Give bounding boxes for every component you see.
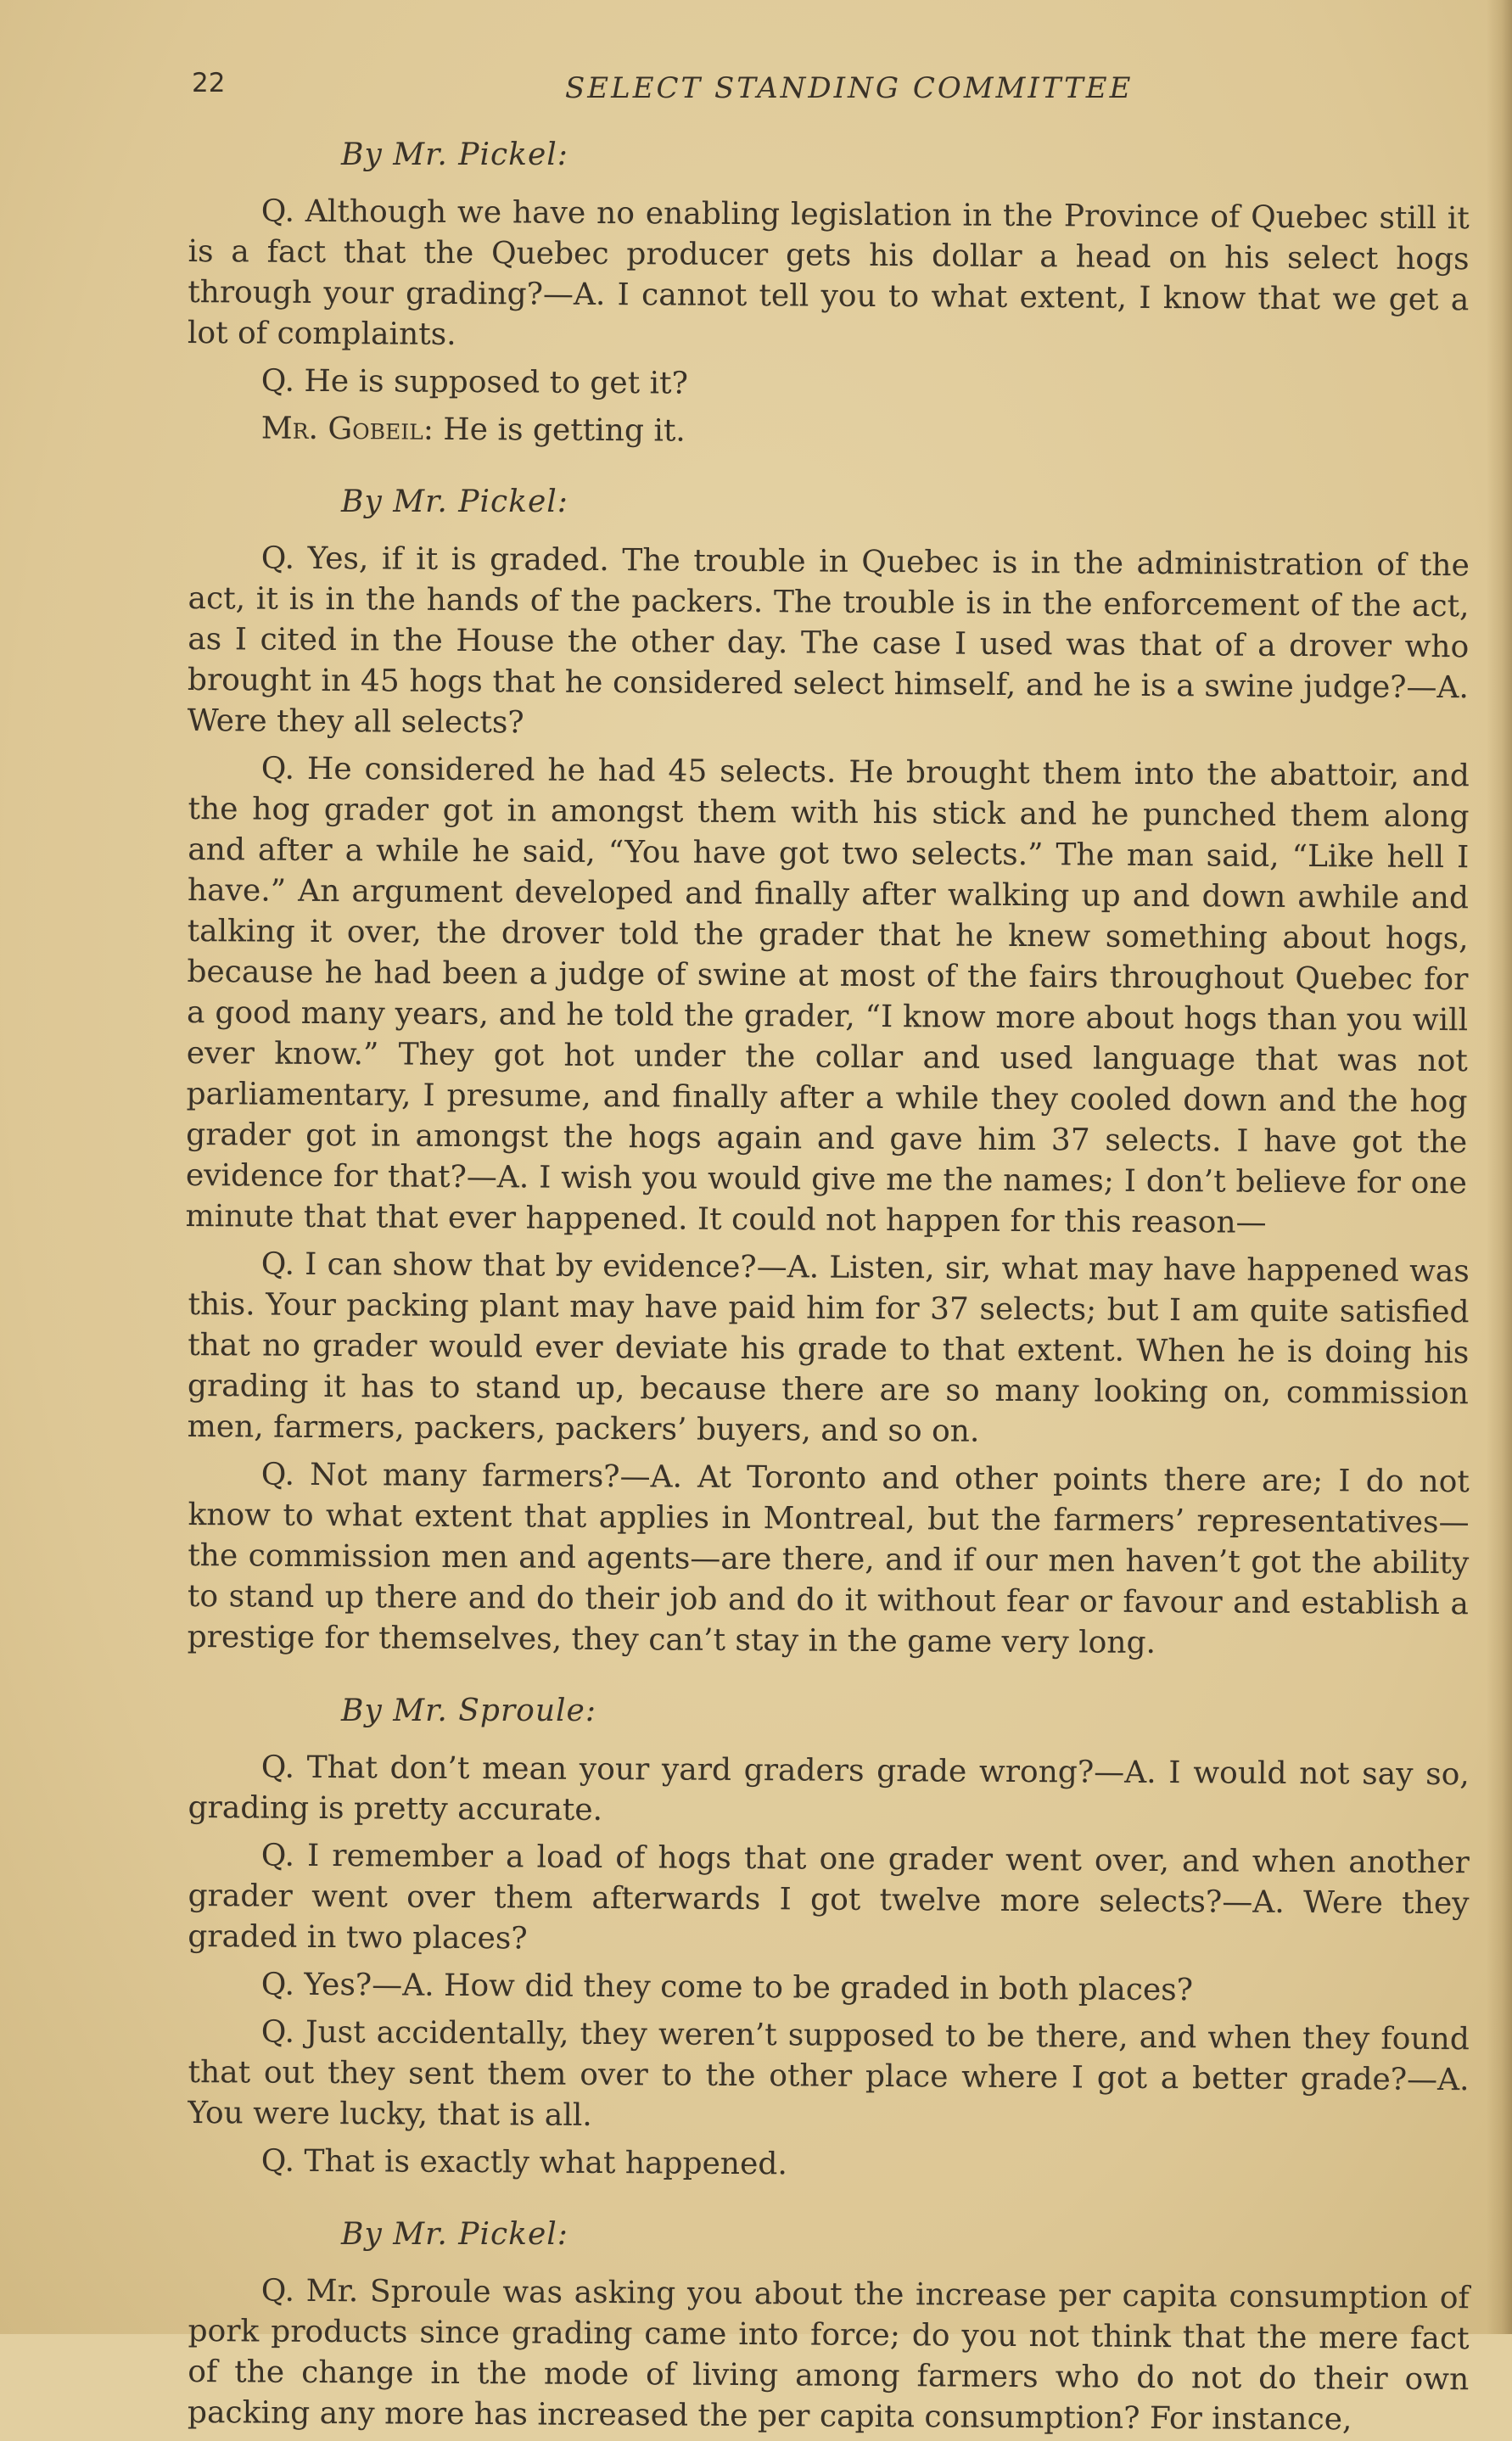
page-edge-shadow (1487, 0, 1512, 2334)
paragraph: Q. Not many farmers?—A. At Toronto and other points there are; I do not know to what extent that applies in Montreal, but the farmers’ representatives—the commission men and agents—are there, and if our men haven’t got the ability to stand up there and do their job and do it without fear or favour and establish a prestige for themselves, they can’t stay in the game very long. (187, 1457, 1470, 1660)
transcript-body (185, 137, 1470, 2440)
speaker-heading: By Mr. Pickel: (341, 2217, 568, 2252)
paragraph: Q. That is exactly what happened. (260, 2143, 787, 2182)
speaker-remark: He is getting it. (433, 411, 686, 449)
paragraph: Q. Just accidentally, they weren’t supposed to be there, and when they found that out they sent them over to the other place where I got a better grade?—A. You were lucky, that is all. (188, 2014, 1470, 2133)
paragraph: Q. That don’t mean your yard graders grade wrong?—A. I would not say so, grading is pretty accurate. (188, 1750, 1470, 1828)
speaker-name: Mr. Gobeil: (260, 411, 434, 447)
paragraph: Q. I remember a load of hogs that one grader went over, and when another grader went over them afterwards I got twelve more selects?—A. Were they graded in two places? (188, 1838, 1470, 1957)
speaker-heading: By Mr. Sproule: (341, 1694, 596, 1728)
paragraph: Q. Yes?—A. How did they come to be graded in both places? (260, 1967, 1194, 2008)
paragraph: Q. I can show that by evidence?—A. Listen, sir, what may have happened was this. Your packing plant may have paid him for 37 selects; but I am quite satisfied that no grader would ever deviate his grade to that extent. When he is doing his grading it has to stand up, because there are so many looking on, commission men, farmers, packers, packers’ buyers, and so on. (187, 1246, 1470, 1449)
paragraph: Q. He is supposed to get it? (260, 363, 688, 401)
running-head: SELECT STANDING COMMITTEE (565, 71, 1134, 105)
speaker-heading: By Mr. Pickel: (341, 137, 568, 172)
paragraph: Q. Mr. Sproule was asking you about the increase per capita consumption of pork products since grading came into force; do you not think that the mere fact of the change in the mode of living among farmers who do not do their own packing any more has increased the per capita consumption? For instance, (187, 2273, 1470, 2438)
page-header (192, 68, 1483, 119)
page-number: 22 (192, 68, 226, 98)
paragraph (188, 408, 1470, 456)
paragraph: Q. He considered he had 45 selects. He brought them into the abattoir, and the hog grader got in amongst them with his stick and he punched them along and after a while he said, “You have got two selects.” The man said, “Like hell I have.” An argument developed and finally after walking up and down awhile and talking it over, the drover told the grader that he knew something about hogs, because he had been a judge of swine at most of the fairs throughout Quebec for a good many years, and he told the grader, “I know more about hogs than you will ever know.” They got hot under the collar and used language that was not parliamentary, I presume, and finally after a while they cooled down and the hog grader got in amongst the hogs again and gave him 37 selects. I have got the evidence for that?—A. I wish you would give me the names; I don’t believe for one minute that that ever happened. It could not happen for this reason— (185, 751, 1470, 1240)
paragraph: Q. Although we have no enabling legislation in the Province of Quebec still it is a fact that the Quebec producer gets his dollar a head on his select hogs through your grading?—A. I cannot tell you to what extent, I know that we get a lot of complaints. (187, 193, 1470, 352)
paragraph: Q. Yes, if it is graded. The trouble in Quebec is in the administration of the act, it is in the hands of the packers. The trouble is in the enforcement of the act, as I cited in the House the other day. The case I used was that of a drover who brought in 45 hogs that he considered select himself, and he is a swine judge?—A. Were they all selects? (187, 540, 1470, 741)
speaker-heading: By Mr. Pickel: (341, 484, 568, 519)
